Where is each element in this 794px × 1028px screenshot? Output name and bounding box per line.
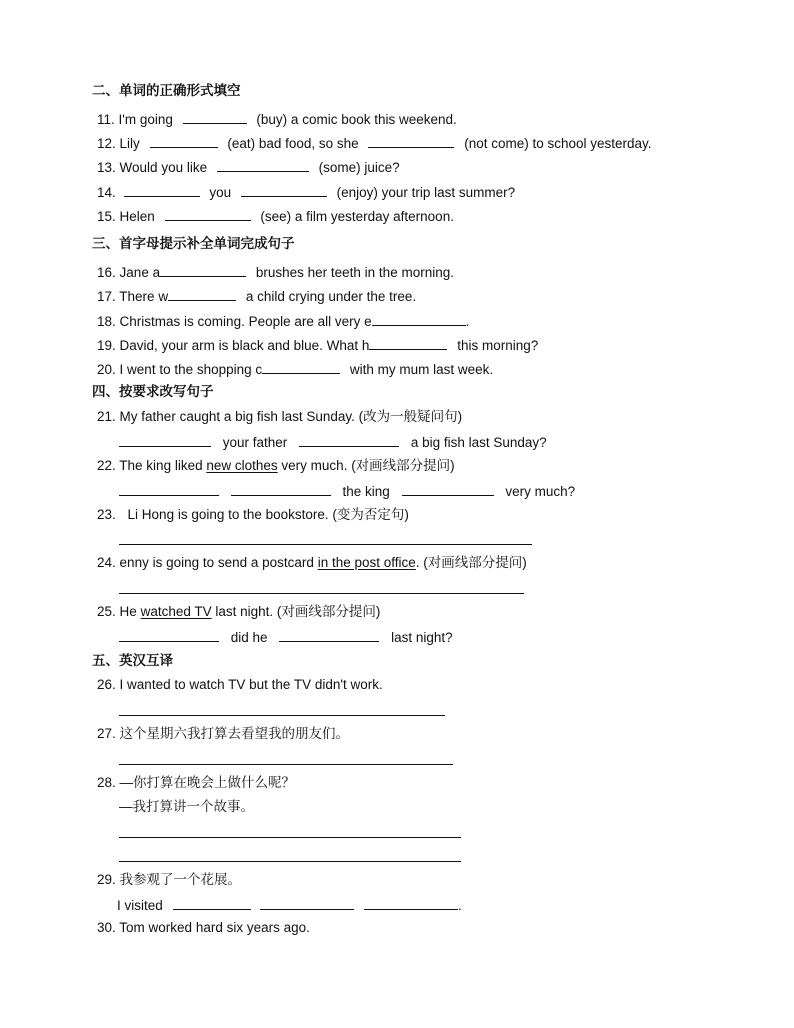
- question-text: .: [458, 898, 462, 913]
- answer-line[interactable]: [119, 544, 532, 545]
- answer-line[interactable]: [119, 764, 453, 765]
- question-text: last night?: [391, 630, 453, 645]
- question-text: did he: [230, 630, 268, 645]
- answer-line[interactable]: [119, 861, 461, 862]
- question-15: [97, 206, 454, 226]
- answer-blank[interactable]: [119, 432, 211, 447]
- question-text: (eat) bad food, so she: [227, 136, 359, 151]
- question-29-answer: [117, 895, 462, 915]
- question-28: [97, 774, 295, 792]
- question-21: [97, 408, 462, 426]
- question-text: There w: [119, 289, 169, 304]
- answer-line[interactable]: [119, 593, 524, 594]
- question-23: [97, 506, 409, 524]
- question-30: [97, 919, 310, 937]
- question-text: last night. (对画线部分提问): [215, 604, 381, 619]
- question-text: Helen: [119, 209, 155, 224]
- question-29: [97, 871, 241, 889]
- answer-blank[interactable]: [364, 895, 458, 910]
- question-text: brushes her teeth in the morning.: [255, 265, 454, 280]
- answer-blank[interactable]: [241, 182, 327, 197]
- question-number: 12.: [97, 136, 116, 151]
- answer-blank[interactable]: [217, 157, 309, 172]
- answer-blank[interactable]: [402, 481, 494, 496]
- question-number: 15.: [97, 209, 116, 224]
- question-number: 18.: [97, 314, 116, 329]
- question-text: —你打算在晚会上做什么呢？: [119, 775, 296, 790]
- answer-blank[interactable]: [168, 286, 236, 301]
- question-text: 这个星期六我打算去看望我的朋友们。: [119, 726, 350, 741]
- question-text: a child crying under the tree.: [245, 289, 417, 304]
- question-text: very much?: [505, 484, 576, 499]
- question-number: 21.: [97, 409, 116, 424]
- answer-blank[interactable]: [368, 133, 454, 148]
- question-text: (see) a film yesterday afternoon.: [260, 209, 454, 224]
- question-text: Lily: [119, 136, 140, 151]
- question-12: [97, 133, 652, 153]
- question-text: Would you like: [119, 160, 208, 175]
- answer-blank[interactable]: [150, 133, 218, 148]
- question-text: (not come) to school yesterday.: [464, 136, 652, 151]
- question-24: [97, 554, 527, 572]
- question-21-answer: [119, 432, 547, 452]
- question-text: —我打算讲一个故事。: [119, 799, 254, 814]
- question-text: Li Hong is going to the bookstore. (变为否定句): [127, 507, 409, 522]
- answer-blank[interactable]: [173, 895, 251, 910]
- question-text: your father: [222, 435, 288, 450]
- answer-blank[interactable]: [165, 206, 251, 221]
- answer-blank[interactable]: [260, 895, 354, 910]
- answer-blank[interactable]: [262, 359, 340, 374]
- section-heading-3: 三、首字母提示补全单词完成句子: [92, 236, 295, 251]
- question-text: this morning?: [457, 338, 539, 353]
- question-number: 24.: [97, 555, 116, 570]
- question-16: [97, 262, 454, 282]
- answer-blank[interactable]: [119, 481, 219, 496]
- answer-blank[interactable]: [183, 109, 247, 124]
- question-text: enny is going to send a postcard: [119, 555, 314, 570]
- question-number: 23.: [97, 507, 116, 522]
- section-heading-5: 五、英汉互译: [92, 653, 173, 668]
- question-number: 30.: [97, 920, 116, 935]
- question-text: Christmas is coming. People are all very e: [119, 314, 372, 329]
- question-number: 14.: [97, 185, 116, 200]
- question-text: I wanted to watch TV but the TV didn't work.: [119, 677, 383, 692]
- question-number: 28.: [97, 775, 116, 790]
- question-11: [97, 109, 457, 129]
- question-text: 我参观了一个花展。: [119, 872, 242, 887]
- question-28-line-2: [119, 798, 254, 816]
- answer-blank[interactable]: [369, 335, 447, 350]
- question-14: [97, 182, 515, 202]
- question-number: 22.: [97, 458, 116, 473]
- question-number: 13.: [97, 160, 116, 175]
- question-text: Jane a: [119, 265, 161, 280]
- question-text: very much. (对画线部分提问): [281, 458, 455, 473]
- answer-blank[interactable]: [124, 182, 200, 197]
- question-number: 27.: [97, 726, 116, 741]
- question-text: I went to the shopping c: [119, 362, 263, 377]
- answer-blank[interactable]: [279, 627, 379, 642]
- question-text: David, your arm is black and blue. What h: [119, 338, 370, 353]
- question-17: [97, 286, 416, 306]
- question-22: [97, 457, 455, 475]
- question-text: with my mum last week.: [349, 362, 494, 377]
- question-25-answer: [119, 627, 453, 647]
- question-text: (enjoy) your trip last summer?: [336, 185, 516, 200]
- question-22-answer: [119, 481, 575, 501]
- question-text: Tom worked hard six years ago.: [119, 920, 310, 935]
- answer-line[interactable]: [119, 837, 461, 838]
- answer-blank[interactable]: [119, 627, 219, 642]
- answer-blank[interactable]: [299, 432, 399, 447]
- answer-blank[interactable]: [231, 481, 331, 496]
- section-heading-4: 四、按要求改写句子: [92, 384, 214, 399]
- underlined-phrase: new clothes: [206, 458, 278, 473]
- question-text: I'm going: [118, 112, 173, 127]
- question-text: The king liked: [119, 458, 203, 473]
- question-text: . (对画线部分提问): [415, 555, 527, 570]
- question-number: 11.: [97, 112, 115, 127]
- question-number: 25.: [97, 604, 116, 619]
- question-text: (buy) a comic book this weekend.: [256, 112, 457, 127]
- answer-blank[interactable]: [160, 262, 246, 277]
- question-text: you: [209, 185, 232, 200]
- question-text: My father caught a big fish last Sunday. (改为一般疑问句): [119, 409, 463, 424]
- question-text: He: [119, 604, 137, 619]
- question-13: [97, 157, 400, 177]
- question-number: 17.: [97, 289, 116, 304]
- question-text: the king: [342, 484, 390, 499]
- underlined-phrase: in the post office: [317, 555, 416, 570]
- underlined-phrase: watched TV: [140, 604, 212, 619]
- question-27: [97, 725, 349, 743]
- answer-line[interactable]: [119, 715, 445, 716]
- question-25: [97, 603, 380, 621]
- question-19: [97, 335, 538, 355]
- section-heading-2: 二、单词的正确形式填空: [92, 83, 241, 98]
- question-number: 20.: [97, 362, 116, 377]
- answer-blank[interactable]: [372, 311, 466, 326]
- question-text: .: [465, 314, 470, 329]
- question-text: (some) juice?: [318, 160, 400, 175]
- question-text: a big fish last Sunday?: [410, 435, 547, 450]
- question-number: 16.: [97, 265, 116, 280]
- question-20: [97, 359, 493, 379]
- question-number: 26.: [97, 677, 116, 692]
- question-number: 29.: [97, 872, 116, 887]
- question-number: 19.: [97, 338, 116, 353]
- question-text: I visited: [117, 898, 163, 913]
- question-26: [97, 676, 383, 694]
- question-18: [97, 311, 469, 331]
